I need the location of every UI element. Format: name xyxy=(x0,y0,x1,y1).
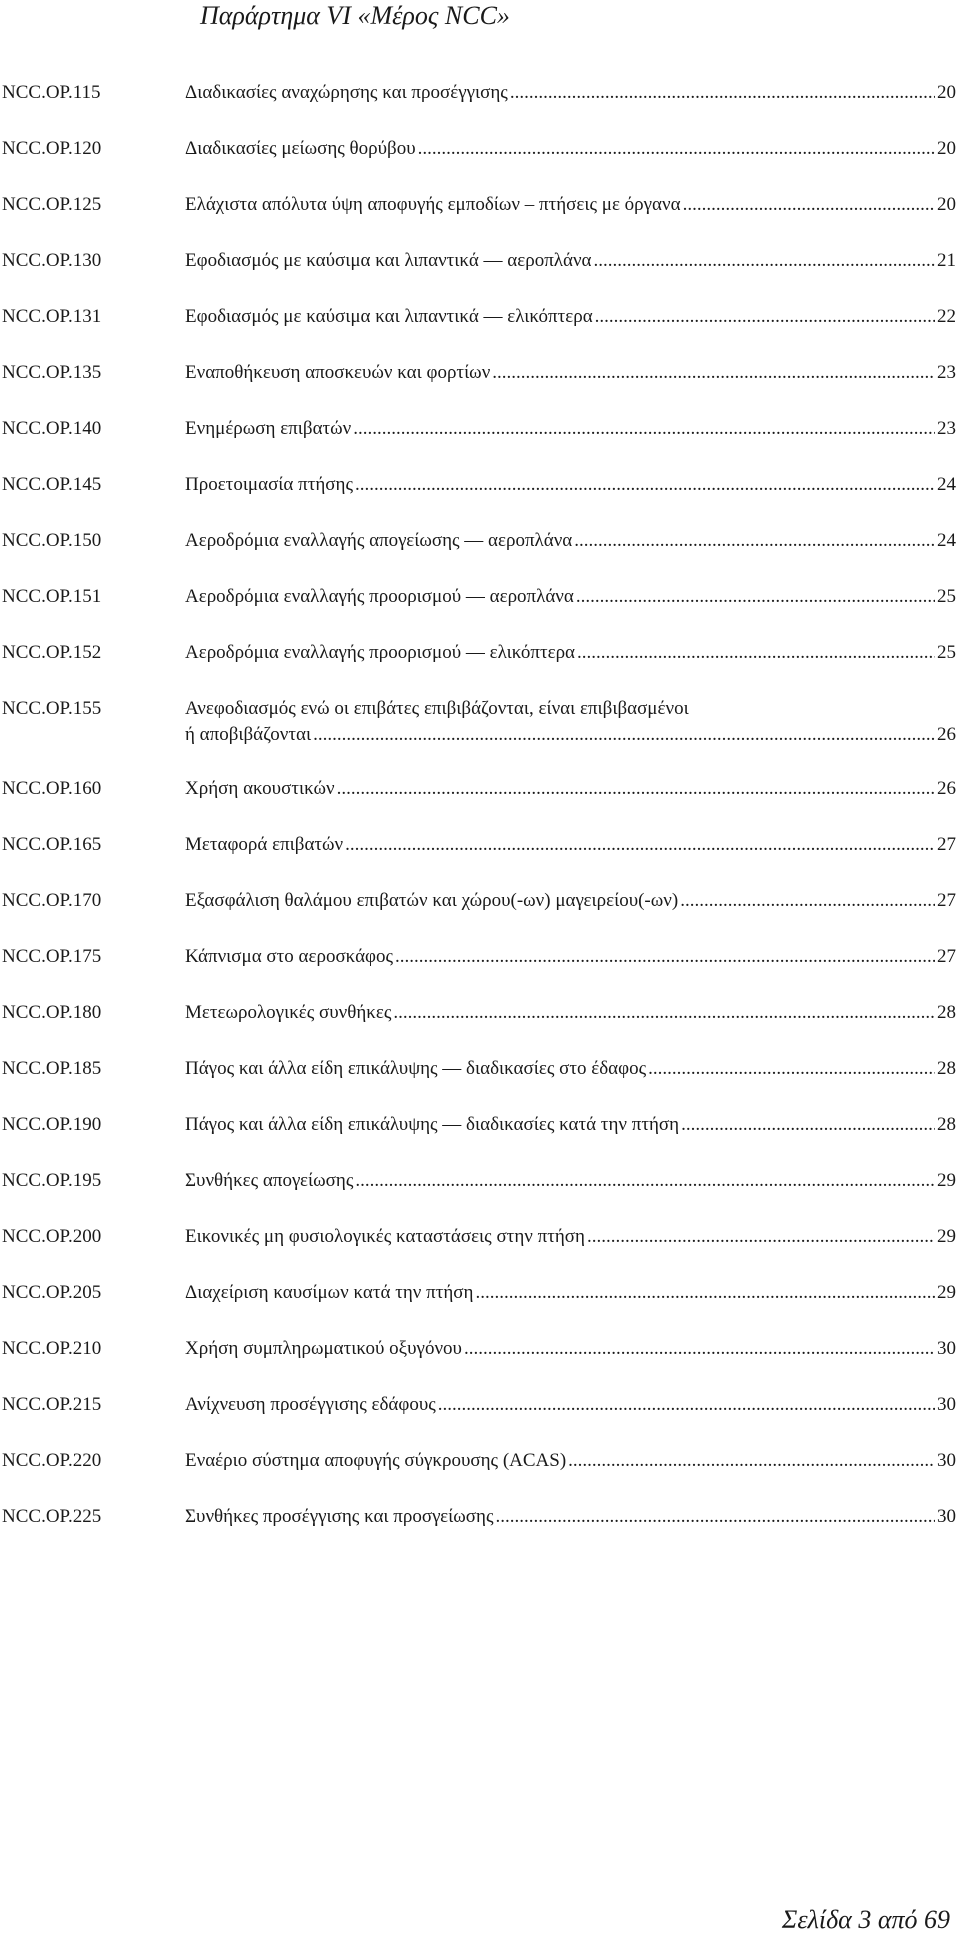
toc-entry-code: NCC.OP.220 xyxy=(2,1450,102,1471)
page-number-footer: Σελίδα 3 από 69 xyxy=(781,1905,950,1934)
toc-entry-page: 23 xyxy=(937,418,956,439)
toc-dot-leader xyxy=(681,1112,935,1138)
toc-entry-code: NCC.OP.140 xyxy=(2,418,102,439)
toc-entry-title: Εξασφάλιση θαλάμου επιβατών και χώρου(-ων) μαγειρείου(-ων) xyxy=(185,890,679,911)
toc-entry-title: Πάγος και άλλα είδη επικάλυψης — διαδικασίες στο έδαφος xyxy=(185,1058,647,1079)
toc-dot-leader xyxy=(418,136,935,162)
toc-dot-leader xyxy=(355,1168,935,1194)
toc-entry-title: Χρήση συμπληρωματικού οξυγόνου xyxy=(185,1338,462,1359)
toc-dot-leader xyxy=(353,416,935,442)
toc-entry-title: Αεροδρόμια εναλλαγής απογείωσης — αεροπλάνα xyxy=(185,530,573,551)
toc-entry-code: NCC.OP.195 xyxy=(2,1170,102,1191)
toc-entry-code: NCC.OP.130 xyxy=(2,250,102,271)
toc-entry-code: NCC.OP.125 xyxy=(2,194,102,215)
toc-dot-leader xyxy=(464,1336,935,1362)
toc-entry-code: NCC.OP.205 xyxy=(2,1282,102,1303)
toc-entry-title: Αεροδρόμια εναλλαγής προορισμού — ελικόπτερα xyxy=(185,642,576,663)
toc-entry-page: 28 xyxy=(937,1002,956,1023)
toc-entry-page: 24 xyxy=(937,474,956,495)
toc-entry-page: 29 xyxy=(937,1226,956,1247)
toc-entry-title: Ανίχνευση προσέγγισης εδάφους xyxy=(185,1394,436,1415)
toc-entry-code: NCC.OP.215 xyxy=(2,1394,102,1415)
toc-entry-title: Χρήση ακουστικών xyxy=(185,778,335,799)
toc-entry-code: NCC.OP.210 xyxy=(2,1338,102,1359)
toc-dot-leader xyxy=(495,1504,935,1530)
toc-entry-page: 30 xyxy=(937,1394,956,1415)
toc-entry-title: ή αποβιβάζονται xyxy=(185,724,312,745)
toc-entry-code: NCC.OP.165 xyxy=(2,834,102,855)
toc-dot-leader xyxy=(648,1056,935,1082)
toc-entry-code: NCC.OP.145 xyxy=(2,474,102,495)
toc-dot-leader xyxy=(313,722,935,748)
toc-entry-page: 22 xyxy=(937,306,956,327)
toc-entry-page: 20 xyxy=(937,194,956,215)
toc-dot-leader xyxy=(683,192,935,218)
toc-entry-page: 29 xyxy=(937,1282,956,1303)
toc-entry-page: 25 xyxy=(937,642,956,663)
toc-entry-code: NCC.OP.225 xyxy=(2,1506,102,1527)
toc-entry-page: 20 xyxy=(937,138,956,159)
toc-entry-code: NCC.OP.200 xyxy=(2,1226,102,1247)
toc-entry-code: NCC.OP.185 xyxy=(2,1058,102,1079)
toc-entry-title: Πάγος και άλλα είδη επικάλυψης — διαδικασίες κατά την πτήση xyxy=(185,1114,680,1135)
page-header: Παράρτημα VI «Μέρος NCC» xyxy=(200,1,510,30)
toc-dot-leader xyxy=(587,1224,935,1250)
toc-entry-code: NCC.OP.170 xyxy=(2,890,102,911)
toc-entry-page: 23 xyxy=(937,362,956,383)
toc-entry-title: Μετεωρολογικές συνθήκες xyxy=(185,1002,392,1023)
toc-entry-title: Εικονικές μη φυσιολογικές καταστάσεις στην πτήση xyxy=(185,1226,585,1247)
toc-dot-leader xyxy=(393,1000,935,1026)
toc-entry-page: 28 xyxy=(937,1058,956,1079)
toc-entry-page: 29 xyxy=(937,1170,956,1191)
toc-entry-code: NCC.OP.135 xyxy=(2,362,102,383)
toc-entry-page: 27 xyxy=(937,834,956,855)
toc-entry-title: Διαχείριση καυσίμων κατά την πτήση xyxy=(185,1282,474,1303)
toc-entry-title: Διαδικασίες μείωσης θορύβου xyxy=(185,138,416,159)
toc-entry-title: Αεροδρόμια εναλλαγής προορισμού — αεροπλάνα xyxy=(185,586,574,607)
toc-entry-title: Συνθήκες απογείωσης xyxy=(185,1170,354,1191)
toc-entry-code: NCC.OP.160 xyxy=(2,778,102,799)
toc-entry-title: Ελάχιστα απόλυτα ύψη αποφυγής εμποδίων – πτήσεις με όργανα xyxy=(185,194,681,215)
toc-entry-page: 26 xyxy=(937,724,956,745)
toc-dot-leader xyxy=(680,888,935,914)
toc-entry-page: 28 xyxy=(937,1114,956,1135)
toc-entry-page: 27 xyxy=(937,946,956,967)
toc-entry-title: Συνθήκες προσέγγισης και προσγείωσης xyxy=(185,1506,494,1527)
toc-entry-page: 26 xyxy=(937,778,956,799)
toc-dot-leader xyxy=(595,304,935,330)
toc-entry-title: Εφοδιασμός με καύσιμα και λιπαντικά — αεροπλάνα xyxy=(185,250,592,271)
toc-entry-code: NCC.OP.131 xyxy=(2,306,102,327)
toc-entry-code: NCC.OP.150 xyxy=(2,530,102,551)
toc-dot-leader xyxy=(577,640,935,666)
toc-entry-code: NCC.OP.175 xyxy=(2,946,102,967)
toc-entry-page: 30 xyxy=(937,1338,956,1359)
toc-dot-leader xyxy=(510,80,935,106)
toc-entry-page: 25 xyxy=(937,586,956,607)
toc-entry-page: 21 xyxy=(937,250,956,271)
toc-dot-leader xyxy=(594,248,935,274)
toc-entry-title: Εναποθήκευση αποσκευών και φορτίων xyxy=(185,362,491,383)
toc-entry-page: 30 xyxy=(937,1450,956,1471)
toc-dot-leader xyxy=(395,944,935,970)
toc-dot-leader xyxy=(568,1448,935,1474)
toc-entry-code: NCC.OP.151 xyxy=(2,586,102,607)
toc-dot-leader xyxy=(475,1280,935,1306)
toc-entry-code: NCC.OP.115 xyxy=(2,82,101,103)
toc-dot-leader xyxy=(345,832,935,858)
toc-entry-code: NCC.OP.120 xyxy=(2,138,102,159)
toc-entry-code: NCC.OP.180 xyxy=(2,1002,102,1023)
toc-entry-title-line-1: Ανεφοδιασμός ενώ οι επιβάτες επιβιβάζονται, είναι επιβιβασμένοι xyxy=(185,698,689,719)
toc-entry-code: NCC.OP.155 xyxy=(2,698,102,719)
toc-entry-page: 24 xyxy=(937,530,956,551)
toc-entry-title: Εναέριο σύστημα αποφυγής σύγκρουσης (ACAS) xyxy=(185,1450,567,1471)
toc-entry-page: 20 xyxy=(937,82,956,103)
toc-entry-title: Εφοδιασμός με καύσιμα και λιπαντικά — ελικόπτερα xyxy=(185,306,593,327)
toc-entry-title: Κάπνισμα στο αεροσκάφος xyxy=(185,946,394,967)
toc-dot-leader xyxy=(576,584,935,610)
toc-entry-page: 27 xyxy=(937,890,956,911)
toc-entry-code: NCC.OP.190 xyxy=(2,1114,102,1135)
toc-entry-title: Προετοιμασία πτήσης xyxy=(185,474,353,495)
toc-dot-leader xyxy=(438,1392,935,1418)
toc-dot-leader xyxy=(355,472,935,498)
toc-entry-code: NCC.OP.152 xyxy=(2,642,102,663)
toc-dot-leader xyxy=(337,776,935,802)
toc-entry-title: Μεταφορά επιβατών xyxy=(185,834,344,855)
toc-entry-title: Διαδικασίες αναχώρησης και προσέγγισης xyxy=(185,82,508,103)
toc-dot-leader xyxy=(492,360,935,386)
toc-dot-leader xyxy=(574,528,935,554)
toc-entry-title: Ενημέρωση επιβατών xyxy=(185,418,352,439)
toc-entry-page: 30 xyxy=(937,1506,956,1527)
